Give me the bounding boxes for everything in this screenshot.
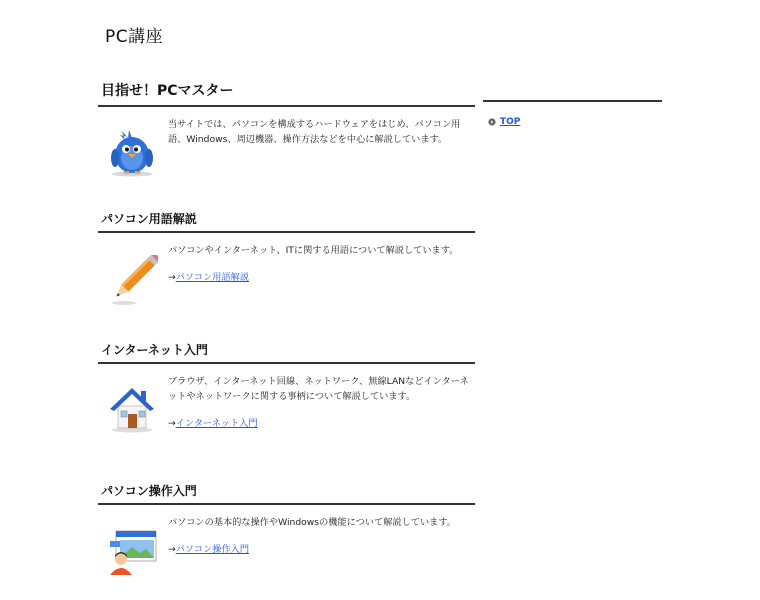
pencil-icon: [106, 255, 158, 307]
link-internet[interactable]: インターネット入門: [175, 418, 258, 429]
link-pc-operation[interactable]: パソコン操作入門: [175, 544, 250, 555]
section-heading: パソコン用語解説: [98, 210, 475, 233]
site-title[interactable]: PC講座: [105, 27, 164, 47]
section-heading: インターネット入門: [98, 341, 475, 364]
section-pc-terms: [98, 210, 475, 341]
section-pc-operation: [98, 482, 475, 582]
section-text: [168, 233, 475, 285]
section-description: パソコンの基本的な操作やWindowsの機能について解説しています。: [168, 517, 456, 528]
section-body: [98, 364, 475, 434]
section-heading: パソコン操作入門: [98, 482, 475, 505]
arrow-glyph: →: [168, 418, 176, 429]
arrow-glyph: →: [168, 544, 176, 555]
sidebar-item-label[interactable]: TOP: [500, 117, 521, 127]
bluebird-icon: [106, 125, 158, 177]
section-body: [98, 505, 475, 575]
section-description: パソコンやインターネット、ITに関する用語について解説しています。: [168, 245, 459, 256]
section-text: [168, 505, 475, 557]
section-text: [168, 364, 475, 431]
circle-arrow-icon: [488, 118, 496, 126]
sidebar-item-top[interactable]: [488, 117, 662, 127]
arrow-glyph: →: [168, 272, 176, 283]
link-pc-terms[interactable]: パソコン用語解説: [175, 272, 250, 283]
section-link-row: [168, 270, 475, 285]
section-link-row: [168, 416, 475, 431]
section-intro: [98, 80, 475, 210]
sidebar: [483, 100, 662, 127]
section-body: [98, 107, 475, 177]
section-link-row: [168, 542, 475, 557]
main-content: [98, 80, 475, 582]
section-description: ブラウザ、インターネット回線、ネットワーク、無線LANなどインターネットやネットワークに関する事柄について解説しています。: [168, 376, 469, 402]
section-internet: [98, 341, 475, 482]
section-body: [98, 233, 475, 303]
house-icon: [106, 382, 158, 434]
section-text: [168, 107, 475, 147]
section-description: 当サイトでは、パソコンを構成するハードウェアをはじめ、パソコン用語、Windows、周辺機器、操作方法などを中心に解説しています。: [168, 119, 461, 145]
section-heading: 目指せ！PCマスター: [98, 80, 475, 107]
user-window-icon: [106, 525, 158, 577]
